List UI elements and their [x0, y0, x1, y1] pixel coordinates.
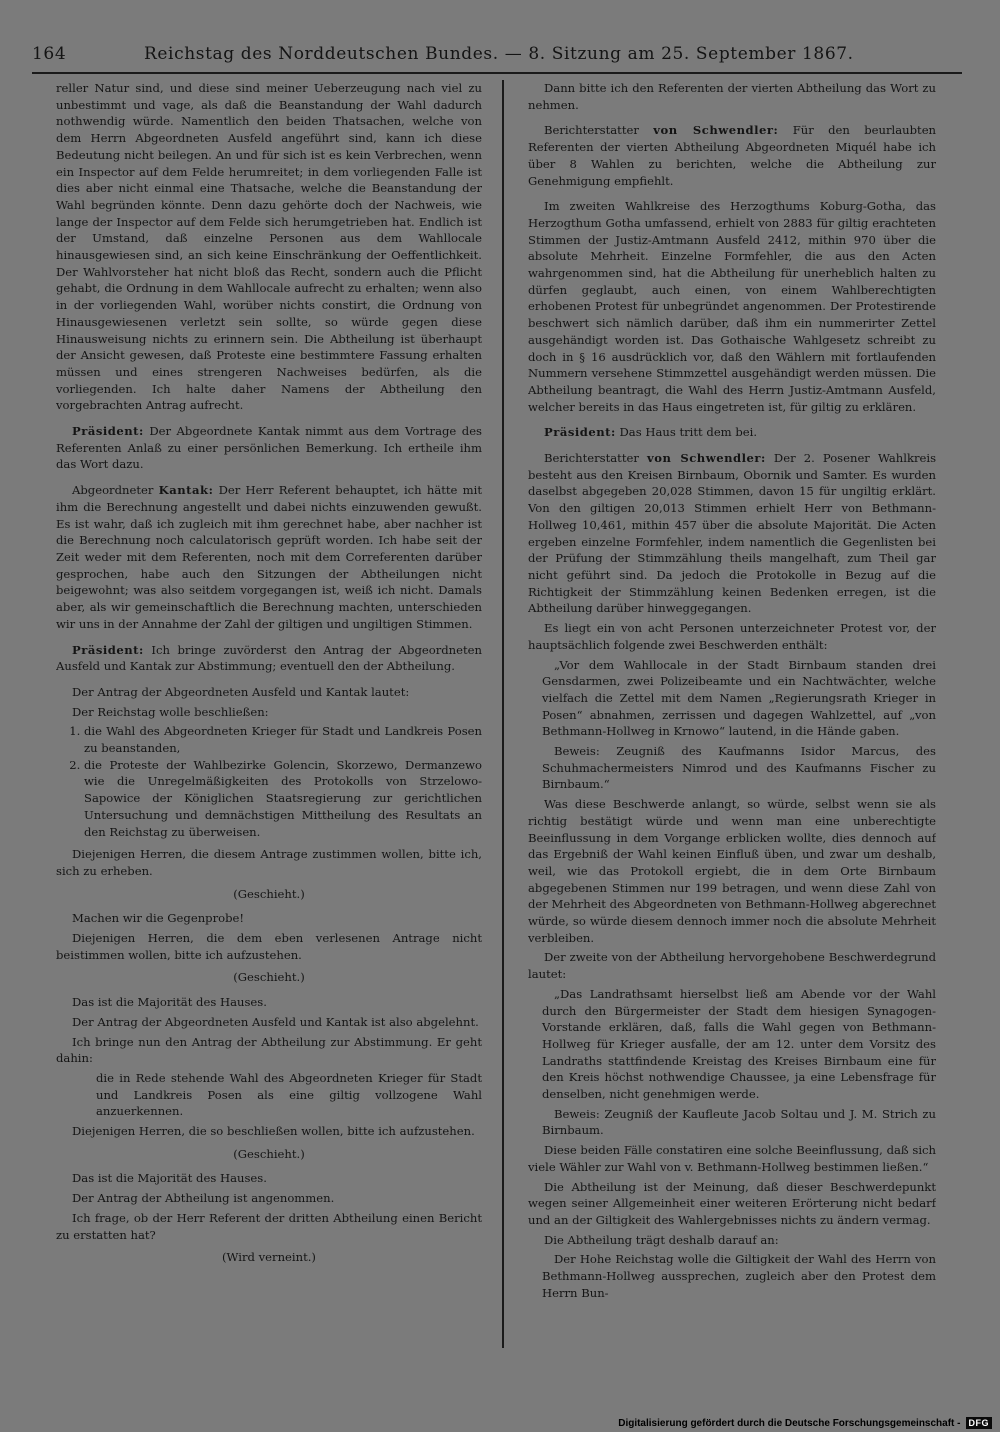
paragraph: Die Abtheilung ist der Meinung, daß dieser Beschwerdepunkt wegen seiner Allgemeinheit einer weiteren Erörterung nicht bedarf und an der Giltigkeit des Wahlergebnisses nichts zu ändern vermag.: [528, 1179, 936, 1227]
paragraph: Der Antrag der Abgeordneten Ausfeld und Kantak ist also abgelehnt.: [72, 1014, 479, 1029]
right-column: [528, 80, 936, 1350]
stage-direction: (Geschieht.): [233, 970, 305, 985]
paragraph: Diejenigen Herren, die diesem Antrage zustimmen wollen, bitte ich, sich zu erheben.: [56, 847, 482, 878]
paragraph: reller Natur sind, und diese sind meiner Ueberzeugung nach viel zu unbestimmt und vage, als daß die Beanstandung der Wahl dadurch nothwendig würde. Namentlich den beiden Thatsachen, welche von dem Herrn Abgeordneten Ausfeld angeführt sind, kann ich diese Bedeutung nicht beilegen. An und für sich ist es kein Verbrechen, wenn ein Inspector auf dem Felde herumreitet; in dem vorliegenden Falle ist dies aber nicht einmal eine Thatsache, welche die Beanstandung der Wahl begründen könnte. Denn dazu gehörte doch der Nachweis, wie lange der Inspector auf dem Felde sich herumgetrieben hat. Endlich ist der Umstand, daß einzelne Personen aus dem Wahllocale hinausgewiesen sind, an sich keine Einschränkung der Oeffentlichkeit. Der Wahlvorsteher hat nicht bloß das Recht, sondern auch die Pflicht gehabt, die Ordnung in dem Wahllocale aufrecht zu erhalten; wenn also in der vorliegenden Wahl, worüber nichts constirt, die Ordnung von Hinausgewiesenen verletzt sein sollte, so würde gegen diese Hinausweisung nichts zu erinnern sein. Die Abtheilung ist überhaupt der Ansicht gewesen, daß Proteste eine bestimmtere Fassung erhalten müssen und eines strengeren Nachweises bedürfen, als die vorliegenden. Ich halte daher Namens der Abtheilung den vorgebrachten Antrag aufrecht.: [56, 81, 482, 413]
speech-text: Das Haus tritt dem bei.: [619, 425, 758, 440]
protest-proof: Beweis: Zeugniß der Kaufleute Jacob Soltau und J. M. Strich zu Birnbaum.: [542, 1106, 936, 1138]
speaker-role: Berichterstatter: [544, 123, 639, 138]
paragraph: Dann bitte ich den Referenten der vierten Abtheilung das Wort zu nehmen.: [528, 81, 936, 112]
paragraph: Ich frage, ob der Herr Referent der dritten Abtheilung einen Bericht zu erstatten hat?: [56, 1210, 482, 1242]
paragraph: Der Reichstag wolle beschließen:: [72, 704, 269, 719]
speaker-name: Kantak:: [158, 483, 214, 498]
paragraph: [528, 424, 936, 441]
paragraph: Machen wir die Gegenprobe!: [72, 911, 245, 926]
paragraph: Ich bringe nun den Antrag der Abtheilung zur Abstimmung. Er geht dahin:: [56, 1034, 482, 1066]
paragraph: Diejenigen Herren, die dem eben verlesenen Antrage nicht beistimmen wollen, bitte ich aufzustehen.: [56, 931, 482, 962]
list-item: 1. die Wahl des Abgeordneten Krieger für Stadt und Landkreis Posen zu beanstanden,: [84, 723, 482, 756]
header-rule: [32, 72, 962, 74]
dfg-logo: DFG: [966, 1417, 993, 1429]
paragraph: Der Antrag der Abgeordneten Ausfeld und Kantak lautet:: [72, 684, 410, 699]
speech-text: Der Herr Referent behauptet, ich hätte mit ihm die Berechnung angestellt und dabei nichts einzuwenden gewußt. Es ist wahr, daß ich zugleich mit ihm gerechnet habe, aber nachher ist die Berechnung noch calculatorisch geprüft worden. Ich habe seit der Zeit weder mit dem Referenten, noch mit dem Correferenten darüber gesprochen, habe auch den Sitzungen der Abtheilungen nicht beigewohnt; was also seitdem vorgegangen ist, weiß ich nicht. Damals aber, als wir gemeinschaftlich die Berechnung machten, unterschieden wir uns in der Annahme der Zahl der giltigen und ungiltigen Stimmen.: [56, 483, 482, 631]
stage-direction: (Wird verneint.): [222, 1250, 316, 1265]
paragraph: Der Antrag der Abtheilung ist angenommen.: [72, 1191, 335, 1206]
speaker-role: Berichterstatter: [544, 451, 639, 466]
speech-text: Für den beurlaubten Referenten der vierten Abtheilung Abgeordneten Miquél habe ich über 8 Wahlen zu berichten, welche die Abtheilung zur Genehmigung empfiehlt.: [528, 123, 936, 188]
motion-quote: Der Hohe Reichstag wolle die Giltigkeit der Wahl des Herrn von Bethmann-Hollweg aussprechen, zugleich aber den Protest dem Herrn Bun-: [542, 1252, 936, 1300]
paragraph: [56, 642, 482, 675]
protest-proof: Beweis: Zeugniß des Kaufmanns Isidor Marcus, des Schuhmachermeisters Nimrod und des Kaufmanns Fischer zu Birnbaum.“: [542, 744, 936, 792]
footer-credit: Digitalisierung gefördert durch die Deutsche Forschungsgemeinschaft -: [618, 1417, 961, 1429]
paragraph: Das ist die Majorität des Hauses.: [72, 995, 267, 1010]
paragraph: Im zweiten Wahlkreise des Herzogthums Koburg-Gotha, das Herzogthum Gotha umfassend, erhielt von 2883 für giltig erachteten Stimmen der Justiz-Amtmann Ausfeld 2412, mithin 970 über die absolute Mehrheit. Einzelne Formfehler, die aus den Acten wahrgenommen sind, hat die Abtheilung für unerheblich halten zu dürfen geglaubt, auch einen, von einem Wahlberechtigten erhobenen Protest für unbegründet angenommen. Der Protestirende beschwert sich nämlich darüber, daß ihm ein nummerirter Zettel ausgehändigt worden ist. Das Gothaische Wahlgesetz schreibt zu doch in § 16 ausdrücklich vor, daß den Wählern mit fortlaufenden Nummern versehene Stimmzettel ausgehändigt werden müssen. Die Abtheilung beantragt, die Wahl des Herrn Justiz-Amtmann Ausfeld, welcher bereits in das Haus eingetreten ist, für giltig zu erklären.: [528, 199, 936, 414]
paragraph: Die Abtheilung trägt deshalb darauf an:: [544, 1232, 779, 1247]
paragraph: [528, 122, 936, 189]
paragraph: Es liegt ein von acht Personen unterzeichneter Protest vor, der hauptsächlich folgende zwei Beschwerden enthält:: [528, 621, 936, 652]
paragraph: [56, 482, 482, 632]
paragraph: Das ist die Majorität des Hauses.: [72, 1171, 267, 1186]
paragraph: [528, 450, 936, 617]
paragraph: Der zweite von der Abtheilung hervorgehobene Beschwerdegrund lautet:: [528, 950, 936, 982]
speaker-name: Präsident:: [72, 424, 144, 439]
running-title: Reichstag des Norddeutschen Bundes. — 8. Sitzung am 25. September 1867.: [144, 44, 854, 64]
speaker-name: Präsident:: [72, 642, 144, 657]
paragraph: Diese beiden Fälle constatiren eine solche Beeinflussung, daß sich viele Wähler zur Wahl von v. Bethmann-Hollweg bestimmen ließen.“: [528, 1143, 936, 1174]
page-header: [32, 44, 962, 70]
speech-text: Der 2. Posener Wahlkreis besteht aus den Kreisen Birnbaum, Obornik und Samter. Es wurden daselbst abgegeben 20,028 Stimmen, davon 15 für ungiltig erklärt. Von den giltigen 20,013 Stimmen erhielt Herr von Bethmann-Hollweg 10,461, mithin 457 über die absolute Majorität. Die Acten ergeben einzelne Formfehler, indem namentlich die Gegenlisten bei der Prüfung der Stimmzählung theils mangelhaft, zum Theil gar nicht geführt sind. Da jedoch die Protokolle in Bezug auf die Richtigkeit der Stimmzählung keinen Bedenken erregen, ist die Abtheilung darüber hinweggegangen.: [528, 451, 936, 616]
page-number: 164: [32, 44, 67, 64]
stage-direction: (Geschieht.): [233, 886, 305, 901]
stage-direction: (Geschieht.): [233, 1146, 305, 1161]
speaker-name: von Schwendler:: [647, 451, 766, 466]
speaker-role: Abgeordneter: [72, 483, 154, 498]
speaker-name: Präsident:: [544, 425, 616, 440]
protest-quote: „Das Landrathsamt hierselbst ließ am Abende vor der Wahl durch den Bürgermeister der Stadt dem hiesigen Synagogen-Vorstande erklären, daß, falls die Wahl gegen von Bethmann-Hollweg für Krieger ausfalle, der am 12. unter dem Vorsitz des Landraths stattfindende Kreistag des Kreises Birnbaum eine für den Kreis höchst nothwendige Chaussee, ja eine Lebensfrage für denselben, nicht genehmigen werde.: [542, 986, 936, 1102]
column-divider: [502, 80, 504, 1348]
speech-text: Ich bringe zuvörderst den Antrag der Abgeordneten Ausfeld und Kantak zur Abstimmung; eventuell den der Abtheilung.: [56, 642, 482, 674]
list-item: 2. die Proteste der Wahlbezirke Golencin, Skorzewo, Dermanzewo wie die Unregelmäßigkeiten des Protokolls von Strzelowo-Sapowice der Königlichen Staatsregierung zur gerichtlichen Untersuchung und demnächstigen Mittheilung des Resultats an den Reichstag zu überweisen.: [84, 757, 482, 841]
protest-quote: „Vor dem Wahllocale in der Stadt Birnbaum standen drei Gensdarmen, zwei Polizeibeamte und ein Nachtwächter, welche vielfach die Zettel mit dem Namen „Regierungsrath Krieger in Posen“ abnahmen, zerrissen und dagegen Wahlzettel, auf „von Bethmann-Hollweg in Krnowo“ lautend, in die Hände gaben.: [542, 657, 936, 739]
motion-list: [56, 723, 482, 840]
motion-quote: die in Rede stehende Wahl des Abgeordneten Krieger für Stadt und Landkreis Posen als eine giltig vollzogene Wahl anzuerkennen.: [96, 1070, 482, 1119]
left-column: [56, 80, 482, 1350]
footer: [618, 1416, 992, 1430]
speaker-name: von Schwendler:: [653, 123, 779, 138]
speech-text: Der Abgeordnete Kantak nimmt aus dem Vortrage des Referenten Anlaß zu einer persönlichen Bemerkung. Ich ertheile ihm das Wort dazu.: [56, 424, 482, 472]
paragraph: Diejenigen Herren, die so beschließen wollen, bitte ich aufzustehen.: [72, 1124, 475, 1139]
paragraph: Was diese Beschwerde anlangt, so würde, selbst wenn sie als richtig bestätigt würde und wenn man eine unberechtigte Beeinflussung in dem Vorgange erblicken wollte, dies dennoch auf das Ergebniß der Wahl keinen Einfluß üben, und zwar um deshalb, weil, wie das Protokoll ergiebt, die in dem Orte Birnbaum abgegebenen Stimmen nur 199 betragen, und wenn diese Zahl von der Mehrheit des Abgeordneten von Bethmann-Hollweg abgerechnet würde, so würde diesem dennoch immer noch die absolute Mehrheit verbleiben.: [528, 797, 936, 945]
paragraph: [56, 423, 482, 473]
